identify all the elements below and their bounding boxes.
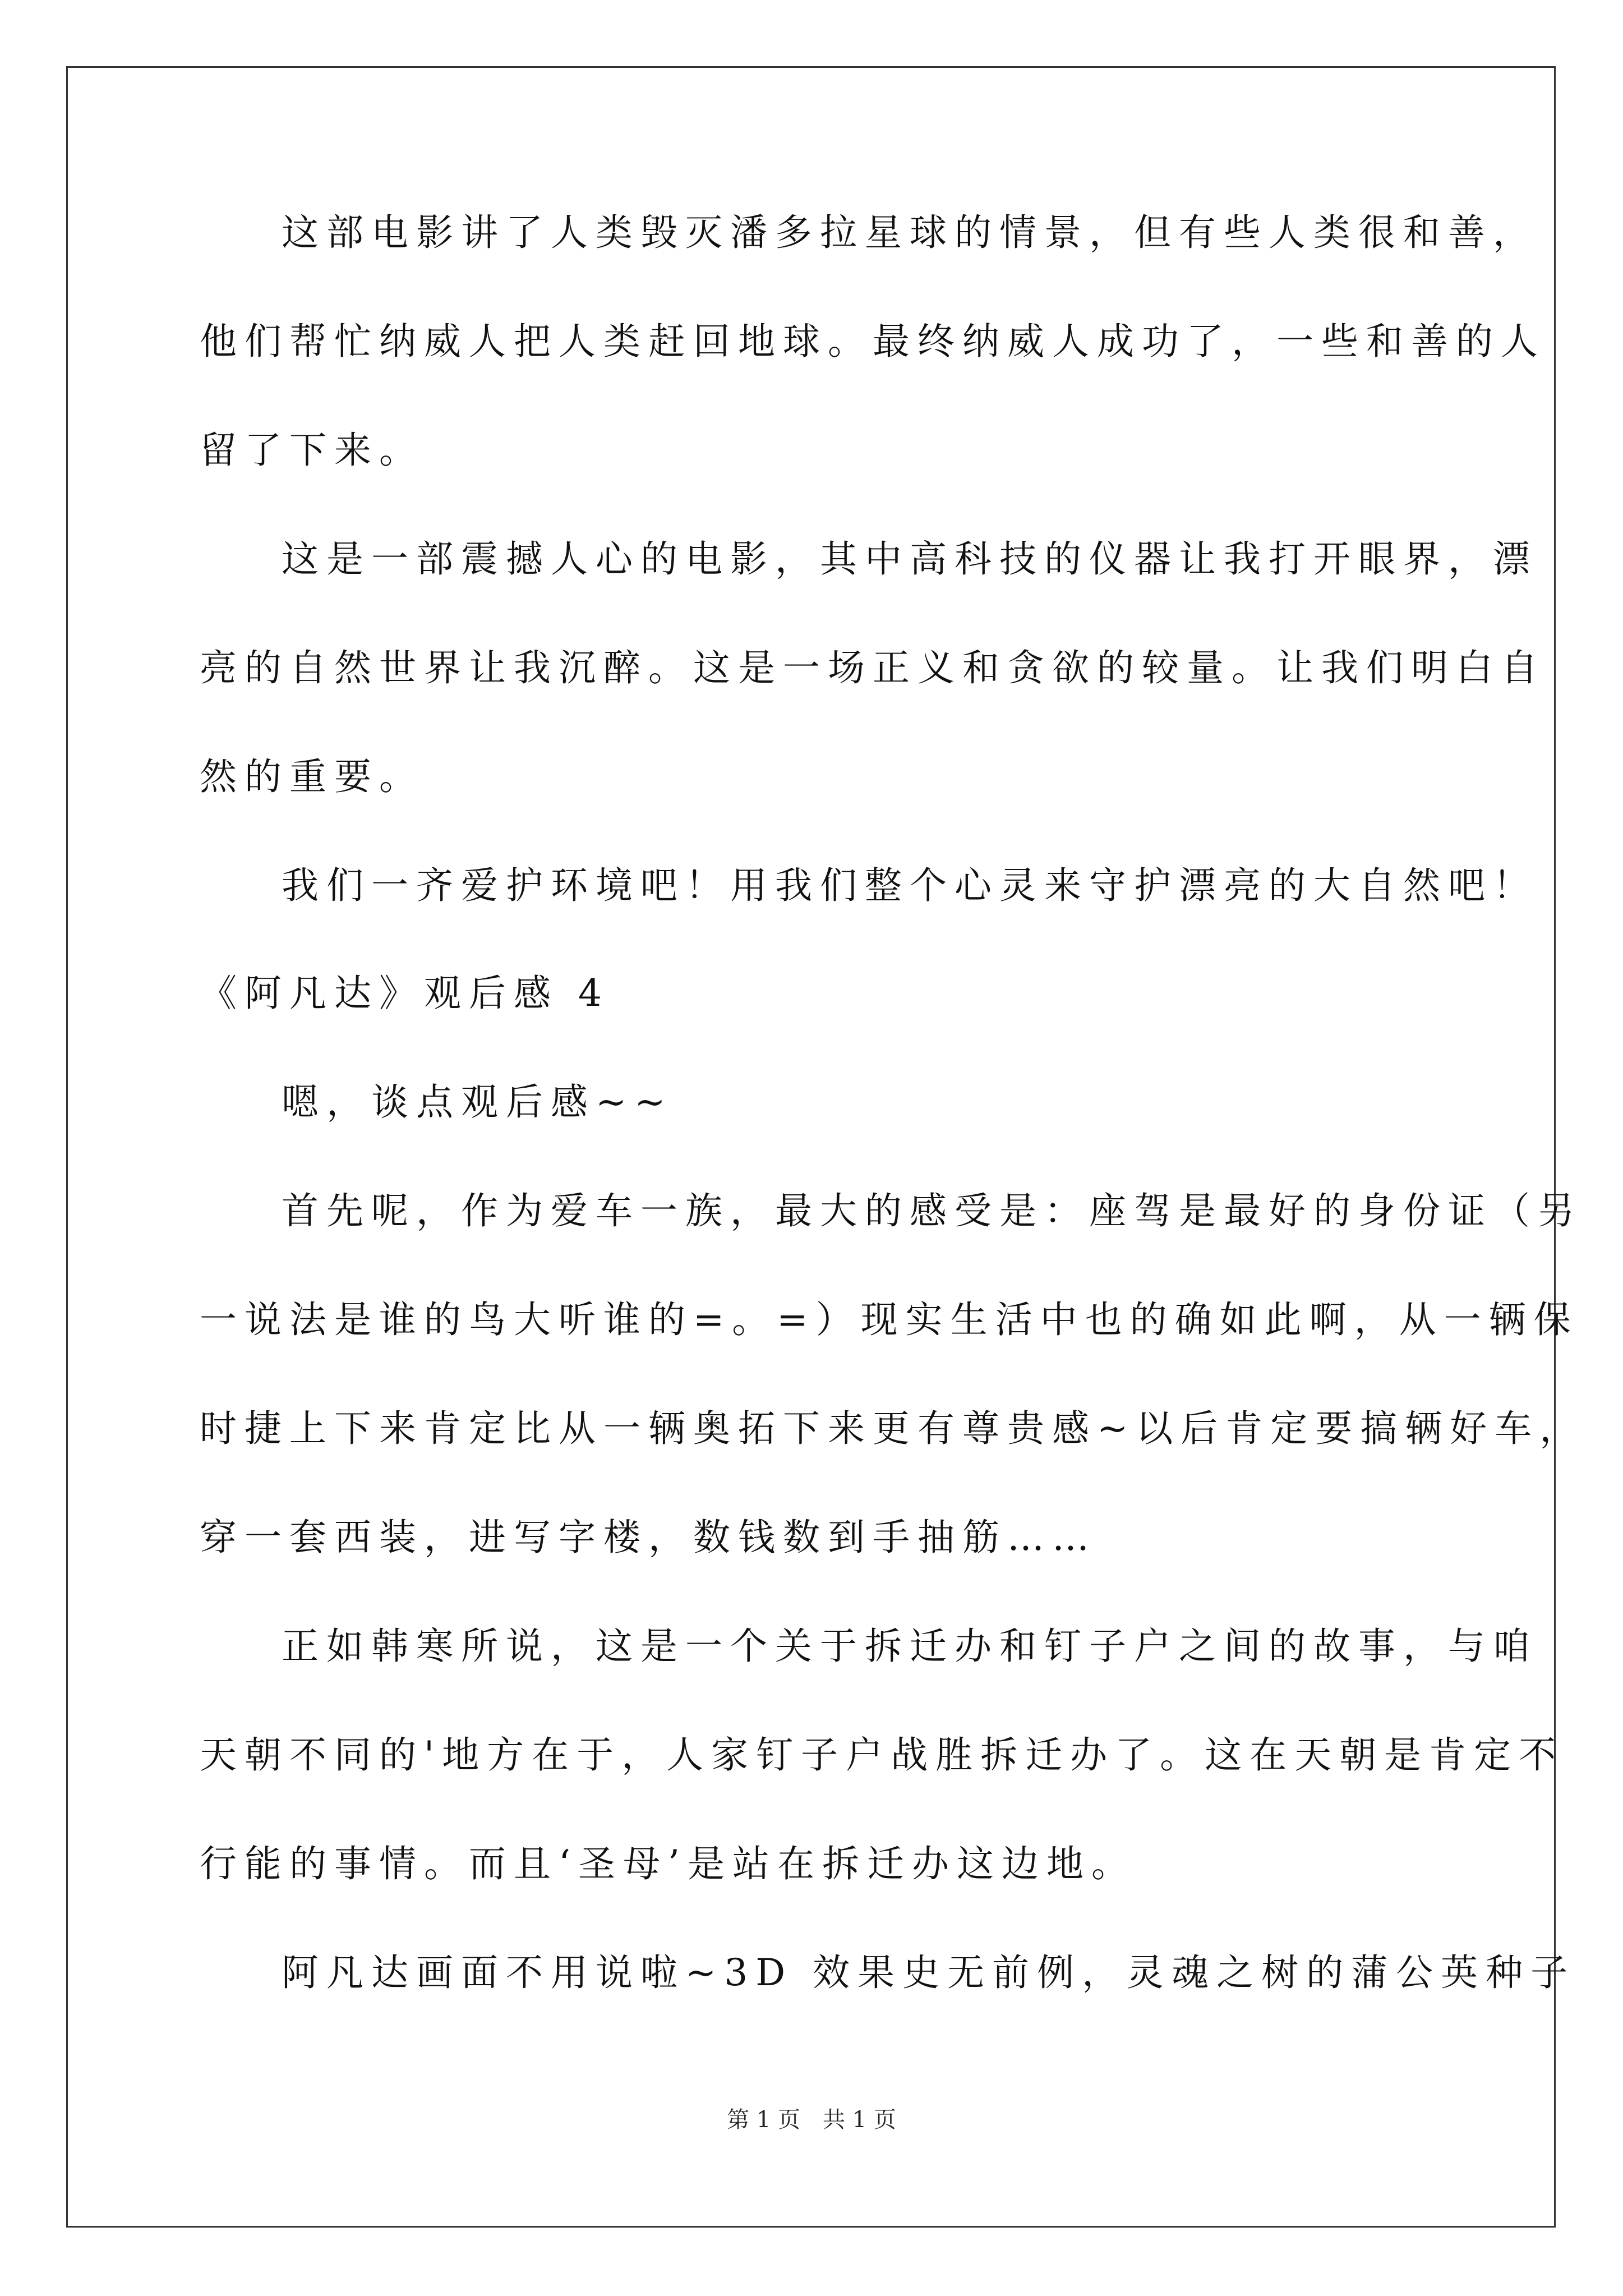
paragraph-line: 我们一齐爱护环境吧！用我们整个心灵来守护漂亮的大自然吧！ <box>282 864 1538 907</box>
paragraph-line: 然的重要。 <box>200 755 424 798</box>
paragraph-line: 首先呢，作为爱车一族，最大的感受是：座驾是最好的身份证（另 <box>282 1189 1583 1232</box>
paragraph-line: 留了下来。 <box>200 429 424 472</box>
paragraph-line: 正如韩寒所说，这是一个关于拆迁办和钉子户之间的故事，与咱 <box>282 1625 1538 1668</box>
paragraph-line: 时捷上下来肯定比从一辆奥拓下来更有尊贵感~以后肯定要搞辆好车， <box>200 1407 1585 1450</box>
paragraph-line: 嗯，谈点观后感~~ <box>282 1080 674 1124</box>
paragraph-line: 他们帮忙纳威人把人类赶回地球。最终纳威人成功了，一些和善的人 <box>200 320 1546 363</box>
paragraph-line: 天朝不同的'地方在于，人家钉子户战胜拆迁办了。这在天朝是肯定不 <box>200 1733 1564 1777</box>
paragraph-line: 这部电影讲了人类毁灭潘多拉星球的情景，但有些人类很和善， <box>282 211 1538 254</box>
paragraph-line: 行能的事情。而且‘圣母’是站在拆迁办这边地。 <box>200 1842 1136 1885</box>
paragraph-line: 亮的自然世界让我沉醉。这是一场正义和贪欲的较量。让我们明白自 <box>200 646 1546 689</box>
paragraph-line: 阿凡达画面不用说啦~3D 效果史无前例，灵魂之树的蒲公英种子 <box>282 1951 1576 1994</box>
section-heading: 《阿凡达》观后感 4 <box>200 972 610 1015</box>
page-footer: 第 1 页 共 1 页 <box>727 2107 896 2133</box>
paragraph-line: 这是一部震撼人心的电影，其中高科技的仪器让我打开眼界，漂 <box>282 537 1538 581</box>
paragraph-line: 一说法是谁的鸟大听谁的=。=）现实生活中也的确如此啊，从一辆保 <box>200 1298 1579 1341</box>
paragraph-line: 穿一套西装，进写字楼，数钱数到手抽筋…… <box>200 1516 1097 1559</box>
page-border <box>66 66 1556 2228</box>
